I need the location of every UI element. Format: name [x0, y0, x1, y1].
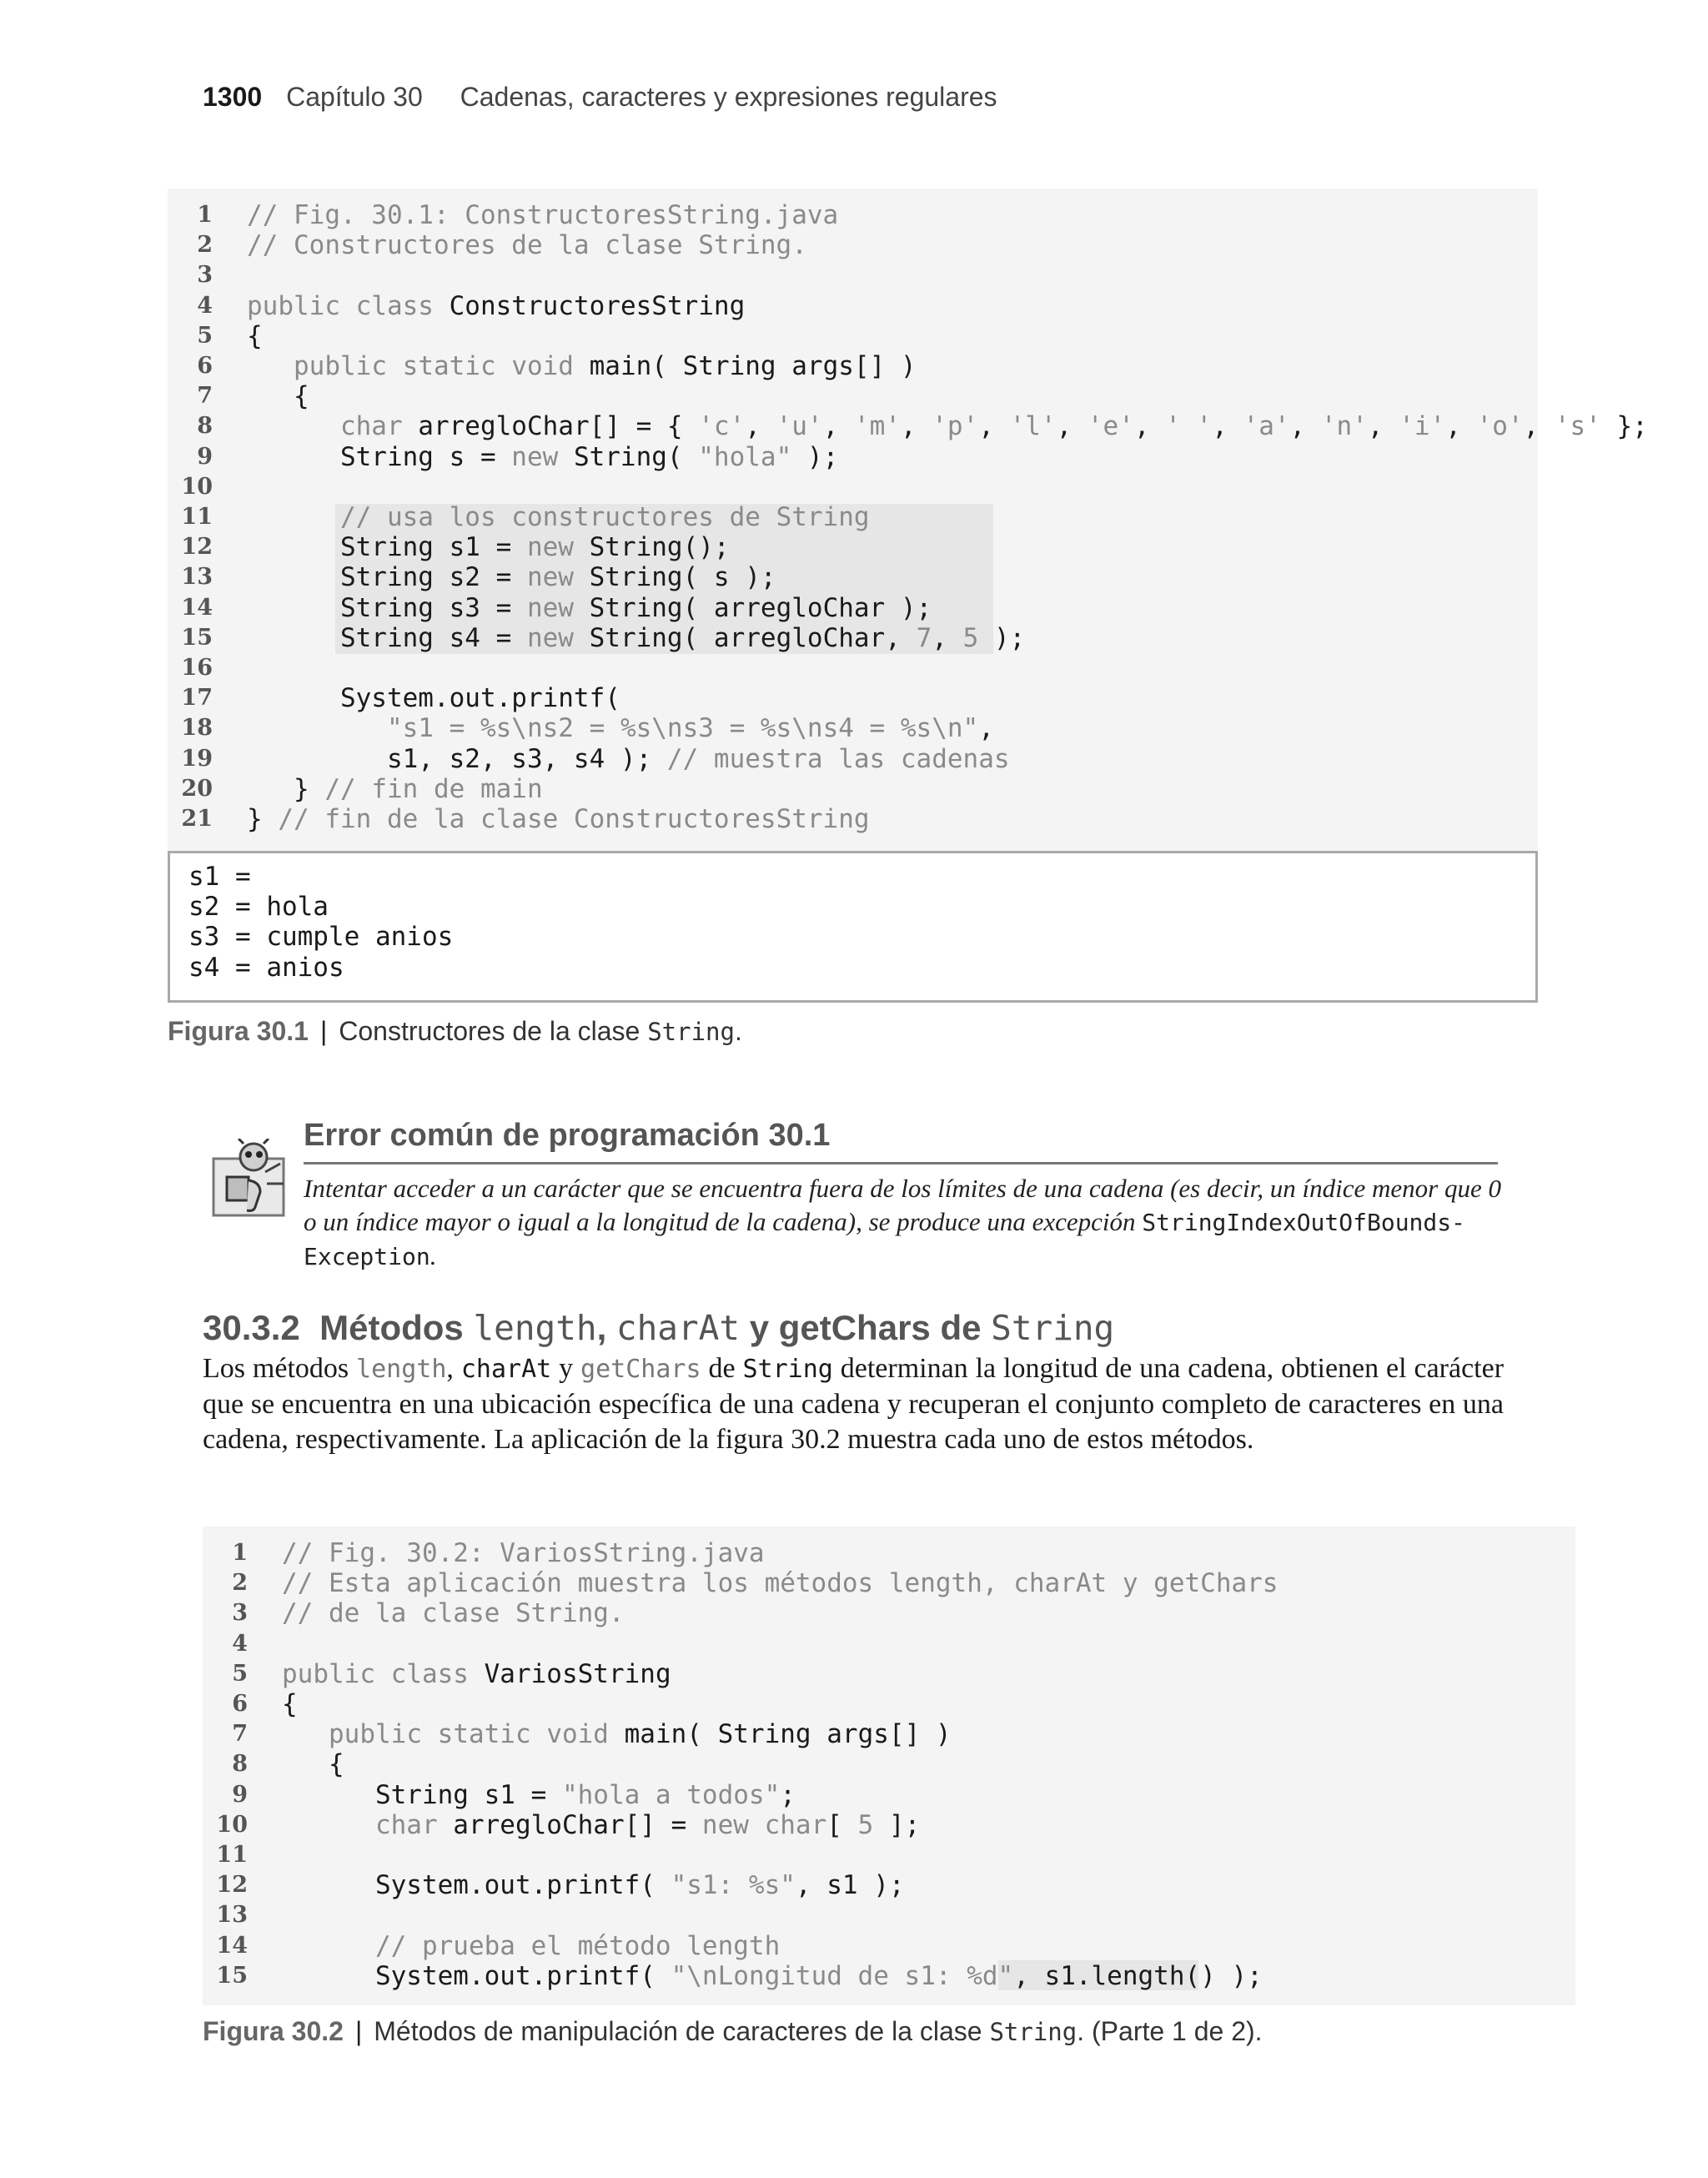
body-paragraph — [203, 1351, 1504, 1457]
code-text: // Esta aplicación muestra los métodos length, charAt y getChars — [282, 1568, 1278, 1599]
line-number: 6 — [197, 353, 213, 379]
output-line: s3 = cumple anios — [188, 922, 454, 953]
para-code: charAt — [460, 1355, 552, 1384]
line-number: 17 — [181, 685, 213, 712]
code-line — [168, 260, 1538, 290]
line-number: 21 — [181, 806, 213, 832]
line-number: 7 — [197, 383, 213, 410]
program-output — [168, 851, 1538, 1003]
code-text: System.out.printf( — [247, 683, 620, 714]
line-number: 20 — [181, 775, 213, 802]
line-number: 13 — [216, 1902, 248, 1929]
code-line — [203, 1689, 1575, 1719]
code-line — [168, 593, 1538, 623]
running-header — [203, 82, 997, 117]
code-line — [168, 623, 1538, 653]
code-text: { — [247, 320, 263, 351]
section-m3: getChars — [778, 1308, 931, 1347]
code-text: { — [282, 1689, 298, 1719]
code-line — [168, 411, 1648, 442]
line-number: 11 — [216, 1842, 248, 1868]
code-line — [203, 1598, 1575, 1628]
caption-separator: | — [354, 2016, 363, 2046]
code-line — [168, 774, 1538, 804]
code-line — [203, 1810, 1575, 1840]
line-number: 9 — [232, 1781, 248, 1808]
line-number: 5 — [232, 1660, 248, 1687]
code-text: public static void main( String args[] ) — [294, 351, 917, 381]
line-number: 18 — [181, 715, 213, 742]
section-number: 30.3.2 — [203, 1308, 300, 1347]
code-line — [168, 381, 1538, 411]
line-number: 2 — [232, 1570, 248, 1597]
output-line: s1 = — [188, 862, 251, 892]
para-text: y — [551, 1353, 581, 1384]
code-text: char arregloChar[] = { 'c', 'u', 'm', 'p', 'l', 'e', ' ', 'a', 'n', 'i', 'o', 's' }; — [339, 411, 1648, 442]
line-number: 13 — [181, 564, 213, 591]
para-code: getChars — [580, 1355, 701, 1384]
code-line — [203, 1719, 1575, 1749]
para-text: , — [446, 1353, 461, 1384]
code-text: String s1 = new String(); — [247, 532, 730, 563]
section-cls: String — [991, 1308, 1115, 1348]
para-code: length — [356, 1355, 447, 1384]
line-number: 3 — [197, 262, 213, 289]
line-number: 11 — [181, 504, 213, 530]
code-text: String s1 = "hola a todos"; — [282, 1779, 796, 1810]
code-text: // Fig. 30.1: ConstructoresString.java — [247, 200, 839, 230]
line-number: 6 — [232, 1691, 248, 1717]
code-line — [203, 1568, 1575, 1598]
para-text: determinan la longitud de una cadena, obtienen el carácter que se encuentra en una ubicación específica de una cadena y recuperan el conjunto completo de caracteres en una cadena, respectivamente. La aplicación de la figura 30.2 muestra cada uno de estos métodos. — [203, 1353, 1505, 1455]
page-number: 1300 — [203, 82, 263, 112]
code-line — [203, 1900, 1575, 1930]
para-text: Los métodos — [203, 1353, 357, 1384]
error-box-title: Error común de programación 30.1 — [304, 1118, 831, 1153]
section-de: de — [940, 1308, 982, 1347]
error-end: . — [430, 1241, 437, 1270]
code-text: // Constructores de la clase String. — [247, 230, 807, 261]
caption-separator: | — [319, 1016, 328, 1046]
section-y: y — [749, 1308, 770, 1347]
caption-code: String — [989, 2018, 1078, 2046]
line-number: 4 — [197, 292, 213, 319]
code-line — [168, 291, 1538, 321]
bug-thumbs-down-icon — [212, 1139, 287, 1219]
code-line — [203, 1749, 1575, 1779]
line-number: 12 — [181, 534, 213, 561]
code-text: "s1 = %s\ns2 = %s\ns3 = %s\ns4 = %s\n", — [386, 713, 994, 744]
line-number: 15 — [216, 1962, 248, 1989]
section-heading — [203, 1308, 1114, 1348]
error-code: StringIndexOutOfBounds-Exception — [304, 1209, 1465, 1270]
code-text: public class VariosString — [282, 1658, 671, 1689]
section-m2: charAt — [615, 1308, 741, 1348]
error-box-text — [304, 1172, 1505, 1274]
code-text: public static void main( String args[] ) — [329, 1719, 952, 1750]
line-number: 14 — [181, 594, 213, 621]
line-number: 12 — [216, 1872, 248, 1899]
code-text: System.out.printf( "s1: %s", s1 ); — [282, 1870, 905, 1901]
code-line — [203, 1629, 1575, 1659]
line-number: 1 — [232, 1540, 248, 1566]
line-number: 4 — [232, 1630, 248, 1657]
caption-text: Métodos de manipulación de caracteres de la clase — [374, 2016, 990, 2046]
caption-end: . — [734, 1016, 742, 1046]
code-text: // prueba el método length — [374, 1930, 781, 1961]
line-number: 9 — [197, 443, 213, 470]
code-line — [168, 683, 1538, 713]
code-text: String s = new String( "hola" ); — [247, 441, 839, 472]
output-line: s4 = anios — [188, 952, 344, 983]
code-line — [168, 442, 1538, 472]
caption-text: Constructores de la clase — [339, 1016, 648, 1046]
code-text: System.out.printf( "\nLongitud de s1: %d", s1.length() ); — [282, 1960, 1263, 1991]
figure-caption-30-2 — [203, 2016, 1263, 2047]
code-line — [203, 1931, 1575, 1961]
code-line — [168, 200, 1538, 230]
code-text: char arregloChar[] = new char[ 5 ]; — [374, 1809, 921, 1840]
code-line — [168, 472, 1538, 502]
code-text: // de la clase String. — [282, 1598, 625, 1629]
code-line — [168, 804, 1538, 834]
code-text: public class ConstructoresString — [247, 290, 746, 321]
code-text: // usa los constructores de String — [339, 502, 870, 532]
line-number: 19 — [181, 745, 213, 772]
code-line — [203, 1840, 1575, 1870]
code-line — [168, 713, 1538, 743]
code-line — [168, 532, 1538, 562]
chapter-label: Capítulo 30 — [286, 82, 423, 112]
code-line — [168, 502, 1538, 532]
error-text: Intentar acceder a un carácter que se encuentra fuera de los límites de una cadena (es decir, un índice menor que 0 o un índice mayor o igual a la longitud de la cadena), se produce una excepción — [304, 1174, 1501, 1236]
line-number: 14 — [216, 1932, 248, 1959]
code-line — [168, 562, 1538, 592]
code-line — [203, 1780, 1575, 1810]
para-code: String — [742, 1355, 833, 1384]
chapter-title: Cadenas, caracteres y expresiones regulares — [460, 82, 997, 112]
code-text: String s4 = new String( arregloChar, 7, 5 ); — [247, 622, 1026, 653]
line-number: 5 — [197, 322, 213, 349]
code-line — [168, 653, 1538, 683]
output-line: s2 = hola — [188, 892, 329, 923]
line-number: 2 — [197, 232, 213, 259]
code-text: // Fig. 30.2: VariosString.java — [282, 1538, 765, 1568]
figure-caption-30-1 — [168, 1016, 742, 1047]
line-number: 1 — [197, 202, 213, 228]
code-line — [168, 230, 1538, 260]
code-line — [168, 351, 1538, 381]
code-listing-30-1 — [168, 189, 1648, 851]
code-text: } // fin de la clase ConstructoresString — [247, 804, 870, 834]
code-text: } // fin de main — [247, 773, 543, 804]
line-number: 8 — [232, 1751, 248, 1778]
code-line — [203, 1961, 1575, 1991]
code-line — [203, 1870, 1575, 1900]
code-listing-30-2 — [203, 1527, 1575, 2005]
code-line — [168, 744, 1538, 774]
para-text: de — [701, 1353, 743, 1384]
section-sep: , — [596, 1308, 607, 1347]
line-number: 16 — [181, 655, 213, 681]
section-m1: length — [473, 1308, 597, 1348]
figure-label: Figura 30.1 — [168, 1016, 309, 1046]
code-line — [203, 1538, 1575, 1568]
caption-code: String — [647, 1018, 735, 1046]
code-line — [203, 1659, 1575, 1689]
line-number: 8 — [197, 413, 213, 440]
code-text: String s2 = new String( s ); — [247, 562, 776, 593]
line-number: 10 — [181, 473, 213, 500]
line-number: 15 — [181, 624, 213, 651]
code-text: s1, s2, s3, s4 ); // muestra las cadenas — [247, 743, 1010, 774]
code-text: String s3 = new String( arregloChar ); — [247, 592, 932, 623]
code-line — [168, 321, 1538, 351]
caption-end: . (Parte 1 de 2). — [1077, 2016, 1263, 2046]
code-text: { — [247, 381, 309, 412]
figure-label: Figura 30.2 — [203, 2016, 344, 2046]
code-text: { — [282, 1749, 344, 1780]
error-box-rule — [304, 1162, 1498, 1164]
line-number: 3 — [232, 1600, 248, 1627]
line-number: 10 — [216, 1811, 248, 1838]
line-number: 7 — [232, 1721, 248, 1748]
section-word: Métodos — [319, 1308, 464, 1347]
